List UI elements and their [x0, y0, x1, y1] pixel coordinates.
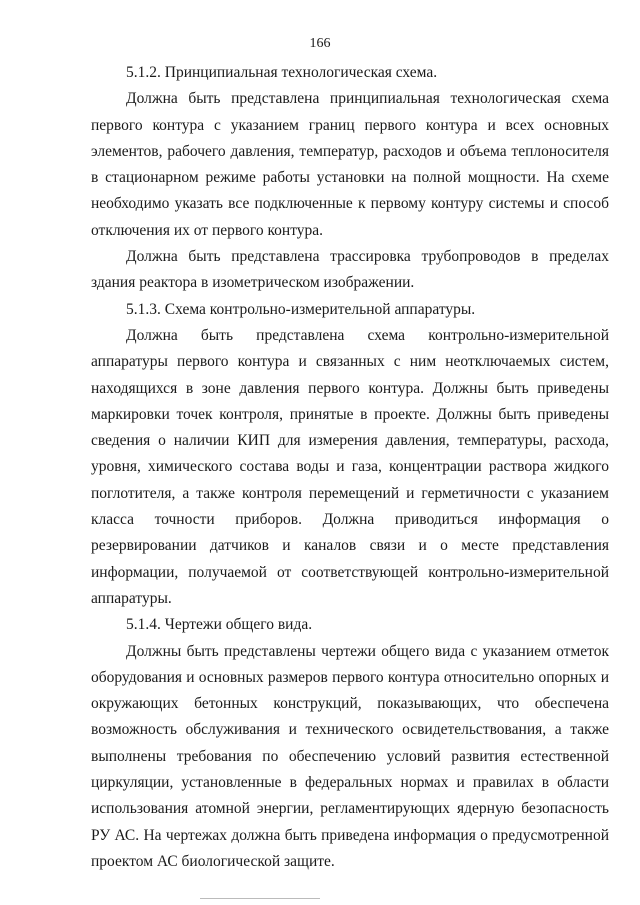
- document-body: [91, 60, 609, 875]
- section-heading-5-1-3: 5.1.3. Схема контрольно-измерительной аппаратуры.: [126, 300, 476, 318]
- paragraph: Должна быть представлена трассировка трубопроводов в пределах здания реактора в изометрическом изображении.: [91, 248, 609, 292]
- section-heading-5-1-2: 5.1.2. Принципиальная технологическая схема.: [126, 64, 438, 81]
- paragraph: Должны быть представлены чертежи общего вида с указанием отметок оборудования и основных размеров первого контура относительно опорных и окружающих бетонных конструкций, показывающих, что обеспечена возможность обслуживания и технического освидетельствования, а также выполнены требования по обеспечению условий развития естественной циркуляции, установленные в федеральных нормах и правилах в области использования атомной энергии, регламентирующих ядерную безопасность РУ АС. На чертежах должна быть приведена информация о предусмотренной проектом АС биологической защите.: [91, 642, 609, 870]
- page-number: 166: [309, 36, 331, 51]
- section-heading-5-1-4: 5.1.4. Чертежи общего вида.: [126, 616, 313, 634]
- paragraph: Должна быть представлена схема контрольно-измерительной аппаратуры первого контура и связанных с ним неотключаемых систем, находящихся в зоне давления первого контура. Должны быть приведены маркировки точек контроля, принятые в проекте. Должны быть приведены сведения о наличии КИП для измерения давления, температуры, расхода, уровня, химического состава воды и газа, концентрации раствора жидкого поглотителя, а также контроля перемещений и герметичности с указанием класса точности приборов. Должна приводиться информация о резервировании датчиков и каналов связи и о месте представления информации, получаемой от соответствующей контрольно-измерительной аппаратуры.: [91, 326, 609, 607]
- paragraph: Должна быть представлена принципиальная технологическая схема первого контура с указанием границ первого контура и всех основных элементов, рабочего давления, температур, расходов и объема теплоносителя в стационарном режиме работы установки на полной мощности. На схеме необходимо указать все подключенные к первому контуру системы и способ отключения их от первого контура.: [91, 90, 609, 239]
- scan-artifact-line: [200, 898, 320, 899]
